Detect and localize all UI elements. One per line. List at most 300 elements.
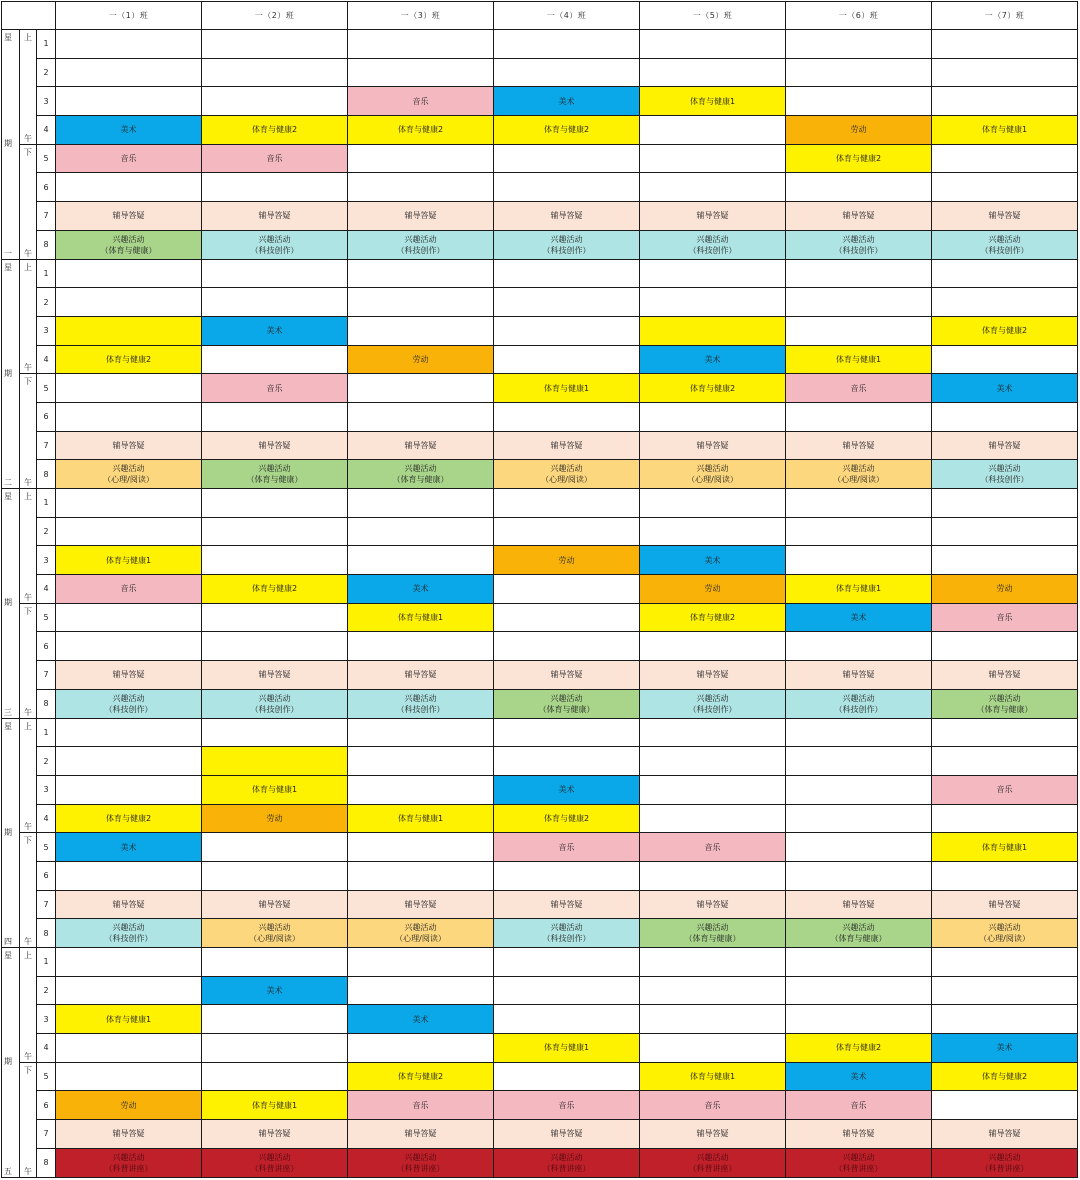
- schedule-row: [2, 890, 1078, 919]
- course-cell: [202, 173, 348, 202]
- day-label-bottom: 四: [4, 937, 12, 946]
- course-cell: [56, 1148, 202, 1177]
- course-cell: [56, 517, 202, 546]
- course-name: 兴趣活动: [988, 464, 1021, 474]
- schedule-row: [2, 689, 1078, 718]
- course-name: 劳动: [558, 555, 575, 565]
- course-cell: [348, 460, 494, 489]
- course-name: 音乐: [266, 154, 283, 164]
- course-cell: [494, 517, 640, 546]
- schedule-row: [2, 30, 1078, 59]
- header-class-4: 一（4）班: [494, 2, 640, 30]
- course-name: 辅导答疑: [404, 440, 437, 450]
- course-cell: [786, 1005, 932, 1034]
- period-number: 6: [37, 1091, 56, 1120]
- course-name: 体育与健康2: [543, 813, 590, 823]
- period-number: 4: [37, 575, 56, 604]
- course-cell: [56, 345, 202, 374]
- course-cell: [494, 489, 640, 518]
- course-cell: [202, 689, 348, 718]
- course-cell: [202, 1120, 348, 1149]
- course-cell: [494, 1091, 640, 1120]
- period-number: 7: [37, 661, 56, 690]
- morning-label-bottom: 午: [24, 1051, 32, 1061]
- period-number: 8: [37, 689, 56, 718]
- course-name: 兴趣活动: [988, 1152, 1021, 1162]
- course-cell: [56, 1005, 202, 1034]
- course-name: 体育与健康1: [105, 555, 152, 565]
- course-cell: [786, 1148, 932, 1177]
- period-number: 1: [37, 259, 56, 288]
- course-cell: [56, 976, 202, 1005]
- course-cell: [202, 30, 348, 59]
- course-subtitle: （心理/阅读）: [395, 934, 446, 944]
- course-name: 辅导答疑: [258, 440, 291, 450]
- period-number: 1: [37, 718, 56, 747]
- morning-label-bottom: 午: [24, 592, 32, 602]
- header-class-7: 一（7）班: [932, 2, 1078, 30]
- course-name: 兴趣活动: [112, 464, 145, 474]
- morning-label-top: 上: [24, 721, 32, 731]
- course-cell: [494, 259, 640, 288]
- course-cell: [640, 460, 786, 489]
- course-cell: [640, 87, 786, 116]
- course-cell: [56, 948, 202, 977]
- course-cell: [786, 1034, 932, 1063]
- course-name: 辅导答疑: [696, 440, 729, 450]
- day-label-mid: 期: [4, 1057, 12, 1066]
- morning-label: [20, 489, 37, 604]
- course-cell: [932, 689, 1078, 718]
- course-cell: [202, 259, 348, 288]
- course-cell: [786, 661, 932, 690]
- course-subtitle: （科技创作）: [834, 245, 883, 255]
- course-cell: [494, 202, 640, 231]
- schedule-row: [2, 575, 1078, 604]
- course-name: 兴趣活动: [696, 923, 729, 933]
- course-cell: [786, 144, 932, 173]
- course-cell: [202, 775, 348, 804]
- course-cell: [348, 575, 494, 604]
- course-name: 辅导答疑: [404, 1129, 437, 1139]
- course-cell: [56, 402, 202, 431]
- course-name: 体育与健康2: [105, 354, 152, 364]
- period-number: 2: [37, 747, 56, 776]
- course-name: 美术: [558, 785, 575, 795]
- course-cell: [348, 1091, 494, 1120]
- course-subtitle: （科技创作）: [688, 704, 737, 714]
- course-cell: [640, 1005, 786, 1034]
- day-label-mid: 期: [4, 139, 12, 148]
- course-cell: [348, 230, 494, 259]
- course-cell: [640, 230, 786, 259]
- course-cell: [640, 173, 786, 202]
- course-subtitle: （心理/阅读）: [979, 934, 1030, 944]
- course-cell: [494, 1034, 640, 1063]
- course-cell: [56, 30, 202, 59]
- schedule-row: [2, 1148, 1078, 1177]
- course-name: 辅导答疑: [112, 899, 145, 909]
- course-name: 兴趣活动: [112, 923, 145, 933]
- course-cell: [202, 1148, 348, 1177]
- course-cell: [932, 316, 1078, 345]
- course-name: 音乐: [412, 96, 429, 106]
- schedule-row: [2, 718, 1078, 747]
- course-name: 音乐: [120, 154, 137, 164]
- course-cell: [348, 402, 494, 431]
- course-cell: [932, 890, 1078, 919]
- course-cell: [202, 316, 348, 345]
- period-number: 3: [37, 775, 56, 804]
- course-name: 体育与健康2: [105, 813, 152, 823]
- period-number: 5: [37, 833, 56, 862]
- course-name: 美术: [266, 986, 283, 996]
- morning-label-bottom: 午: [24, 363, 32, 373]
- course-subtitle: （科技创作）: [542, 245, 591, 255]
- day-label-bottom: 三: [4, 707, 12, 717]
- schedule-row: [2, 202, 1078, 231]
- course-name: 体育与健康1: [981, 842, 1028, 852]
- course-name: 兴趣活动: [842, 923, 875, 933]
- timetable-body: [2, 30, 1078, 1178]
- course-cell: [202, 890, 348, 919]
- afternoon-label-bottom: 午: [24, 1166, 32, 1176]
- course-cell: [640, 718, 786, 747]
- course-name: 兴趣活动: [404, 923, 437, 933]
- afternoon-label-top: 下: [24, 147, 32, 157]
- course-cell: [932, 517, 1078, 546]
- course-cell: [932, 661, 1078, 690]
- course-name: 音乐: [850, 383, 867, 393]
- period-number: 6: [37, 632, 56, 661]
- schedule-row: [2, 1062, 1078, 1091]
- course-cell: [56, 431, 202, 460]
- morning-label-top: 上: [24, 33, 32, 42]
- course-cell: [202, 58, 348, 87]
- course-cell: [348, 431, 494, 460]
- schedule-row: [2, 833, 1078, 862]
- course-subtitle: （体育与健康）: [976, 704, 1033, 714]
- course-name: 辅导答疑: [988, 440, 1021, 450]
- course-cell: [348, 1005, 494, 1034]
- course-name: 辅导答疑: [988, 670, 1021, 680]
- afternoon-label: [20, 1062, 37, 1177]
- schedule-row: [2, 259, 1078, 288]
- course-name: 辅导答疑: [112, 1129, 145, 1139]
- course-cell: [932, 546, 1078, 575]
- course-cell: [202, 833, 348, 862]
- course-cell: [202, 1005, 348, 1034]
- course-cell: [494, 689, 640, 718]
- course-cell: [932, 1120, 1078, 1149]
- afternoon-label-top: 下: [24, 606, 32, 616]
- course-cell: [786, 402, 932, 431]
- course-cell: [56, 1091, 202, 1120]
- course-subtitle: （体育与健康）: [830, 934, 887, 944]
- course-name: 兴趣活动: [550, 464, 583, 474]
- course-cell: [494, 976, 640, 1005]
- afternoon-label-top: 下: [24, 1065, 32, 1075]
- course-cell: [348, 58, 494, 87]
- course-name: 体育与健康1: [397, 613, 444, 623]
- course-cell: [56, 202, 202, 231]
- course-name: 辅导答疑: [988, 899, 1021, 909]
- day-label-top: 星: [4, 721, 12, 731]
- course-name: 美术: [558, 96, 575, 106]
- course-cell: [494, 1005, 640, 1034]
- course-name: 兴趣活动: [404, 464, 437, 474]
- period-number: 1: [37, 30, 56, 59]
- course-cell: [640, 890, 786, 919]
- course-subtitle: （科普讲座）: [542, 1163, 591, 1173]
- course-name: 体育与健康1: [689, 96, 736, 106]
- course-subtitle: （科普讲座）: [396, 1163, 445, 1173]
- course-cell: [640, 775, 786, 804]
- course-cell: [348, 116, 494, 145]
- course-name: 兴趣活动: [404, 234, 437, 244]
- course-cell: [348, 718, 494, 747]
- course-subtitle: （科技创作）: [688, 245, 737, 255]
- period-number: 3: [37, 546, 56, 575]
- course-name: 劳动: [266, 813, 283, 823]
- course-name: 兴趣活动: [258, 464, 291, 474]
- course-subtitle: （科技创作）: [396, 704, 445, 714]
- period-number: 1: [37, 948, 56, 977]
- course-name: 兴趣活动: [842, 464, 875, 474]
- course-cell: [56, 861, 202, 890]
- course-cell: [202, 976, 348, 1005]
- course-cell: [932, 718, 1078, 747]
- day-label: [2, 489, 20, 719]
- course-cell: [56, 603, 202, 632]
- course-cell: [494, 316, 640, 345]
- course-cell: [786, 230, 932, 259]
- course-cell: [494, 30, 640, 59]
- course-cell: [640, 1062, 786, 1091]
- course-name: 体育与健康2: [981, 1072, 1028, 1082]
- course-name: 辅导答疑: [988, 1129, 1021, 1139]
- course-cell: [932, 87, 1078, 116]
- course-cell: [202, 661, 348, 690]
- course-cell: [640, 919, 786, 948]
- course-cell: [494, 58, 640, 87]
- course-name: 辅导答疑: [842, 211, 875, 221]
- period-number: 7: [37, 1120, 56, 1149]
- course-cell: [494, 861, 640, 890]
- schedule-row: [2, 1005, 1078, 1034]
- course-cell: [202, 804, 348, 833]
- course-name: 辅导答疑: [258, 1129, 291, 1139]
- course-cell: [494, 1062, 640, 1091]
- course-name: 体育与健康1: [105, 1014, 152, 1024]
- period-number: 5: [37, 144, 56, 173]
- course-cell: [56, 1120, 202, 1149]
- course-cell: [786, 58, 932, 87]
- course-name: 辅导答疑: [550, 440, 583, 450]
- course-cell: [932, 144, 1078, 173]
- course-cell: [202, 603, 348, 632]
- period-number: 7: [37, 202, 56, 231]
- course-cell: [348, 1120, 494, 1149]
- course-name: 兴趣活动: [404, 1152, 437, 1162]
- course-cell: [56, 489, 202, 518]
- course-subtitle: （科技创作）: [250, 704, 299, 714]
- schedule-row: [2, 402, 1078, 431]
- period-number: 6: [37, 402, 56, 431]
- course-cell: [202, 402, 348, 431]
- course-cell: [786, 718, 932, 747]
- course-cell: [932, 804, 1078, 833]
- course-cell: [932, 259, 1078, 288]
- course-cell: [932, 575, 1078, 604]
- period-number: 2: [37, 976, 56, 1005]
- course-cell: [640, 1034, 786, 1063]
- course-cell: [786, 575, 932, 604]
- course-cell: [932, 431, 1078, 460]
- schedule-row: [2, 632, 1078, 661]
- course-name: 兴趣活动: [842, 1152, 875, 1162]
- course-cell: [202, 202, 348, 231]
- course-cell: [932, 230, 1078, 259]
- morning-label-top: 上: [24, 492, 32, 501]
- course-cell: [786, 775, 932, 804]
- course-cell: [932, 775, 1078, 804]
- course-name: 辅导答疑: [842, 1129, 875, 1139]
- course-cell: [56, 58, 202, 87]
- course-name: 辅导答疑: [258, 670, 291, 680]
- course-name: 体育与健康1: [251, 1100, 298, 1110]
- period-number: 6: [37, 861, 56, 890]
- course-name: 体育与健康2: [835, 154, 882, 164]
- course-name: 兴趣活动: [550, 693, 583, 703]
- course-subtitle: （科普讲座）: [688, 1163, 737, 1173]
- day-label-top: 星: [4, 492, 12, 501]
- course-cell: [56, 116, 202, 145]
- course-cell: [202, 345, 348, 374]
- course-cell: [202, 861, 348, 890]
- course-subtitle: （科技创作）: [396, 245, 445, 255]
- course-cell: [494, 431, 640, 460]
- course-subtitle: （科普讲座）: [104, 1163, 153, 1173]
- course-cell: [348, 517, 494, 546]
- course-cell: [56, 1034, 202, 1063]
- course-name: 美术: [120, 125, 137, 135]
- course-cell: [932, 30, 1078, 59]
- day-label-bottom: 一: [4, 248, 12, 258]
- course-cell: [932, 202, 1078, 231]
- course-cell: [786, 890, 932, 919]
- course-name: 美术: [850, 1072, 867, 1082]
- course-cell: [640, 804, 786, 833]
- course-name: 体育与健康2: [397, 125, 444, 135]
- course-name: 辅导答疑: [404, 899, 437, 909]
- course-cell: [202, 546, 348, 575]
- course-cell: [348, 861, 494, 890]
- course-cell: [786, 374, 932, 403]
- course-cell: [56, 288, 202, 317]
- course-cell: [348, 833, 494, 862]
- course-cell: [786, 1120, 932, 1149]
- course-cell: [494, 374, 640, 403]
- course-subtitle: （科技创作）: [980, 475, 1029, 485]
- course-cell: [494, 546, 640, 575]
- course-name: 辅导答疑: [258, 899, 291, 909]
- header-class-5: 一（5）班: [640, 2, 786, 30]
- course-cell: [202, 1034, 348, 1063]
- course-name: 体育与健康2: [397, 1072, 444, 1082]
- course-cell: [56, 661, 202, 690]
- course-cell: [348, 489, 494, 518]
- course-cell: [348, 890, 494, 919]
- period-number: 7: [37, 431, 56, 460]
- course-name: 体育与健康2: [981, 326, 1028, 336]
- period-number: 3: [37, 1005, 56, 1034]
- course-name: 兴趣活动: [258, 234, 291, 244]
- course-name: 兴趣活动: [988, 693, 1021, 703]
- course-name: 兴趣活动: [258, 923, 291, 933]
- course-name: 兴趣活动: [258, 1152, 291, 1162]
- course-cell: [56, 890, 202, 919]
- course-cell: [640, 517, 786, 546]
- morning-label-top: 上: [24, 262, 32, 272]
- course-name: 体育与健康1: [397, 813, 444, 823]
- course-cell: [494, 1148, 640, 1177]
- course-cell: [56, 230, 202, 259]
- course-subtitle: （科普讲座）: [980, 1163, 1029, 1173]
- afternoon-label: [20, 833, 37, 948]
- course-name: 兴趣活动: [112, 1152, 145, 1162]
- course-cell: [494, 603, 640, 632]
- course-cell: [202, 116, 348, 145]
- course-cell: [494, 144, 640, 173]
- course-name: 音乐: [412, 1100, 429, 1110]
- schedule-row: [2, 804, 1078, 833]
- course-name: 体育与健康1: [543, 383, 590, 393]
- schedule-row: [2, 661, 1078, 690]
- course-name: 音乐: [558, 1100, 575, 1110]
- course-cell: [202, 747, 348, 776]
- course-subtitle: （科技创作）: [980, 245, 1029, 255]
- course-cell: [640, 431, 786, 460]
- course-cell: [786, 517, 932, 546]
- schedule-row: [2, 517, 1078, 546]
- timetable: [1, 1, 1078, 1178]
- course-name: 兴趣活动: [842, 234, 875, 244]
- course-cell: [786, 689, 932, 718]
- course-subtitle: （科技创作）: [834, 704, 883, 714]
- course-cell: [786, 861, 932, 890]
- course-cell: [348, 259, 494, 288]
- schedule-row: [2, 116, 1078, 145]
- course-cell: [932, 603, 1078, 632]
- day-label-top: 星: [4, 262, 12, 272]
- course-name: 劳动: [412, 354, 429, 364]
- course-cell: [640, 116, 786, 145]
- course-name: 兴趣活动: [404, 693, 437, 703]
- course-cell: [932, 747, 1078, 776]
- course-cell: [56, 546, 202, 575]
- course-cell: [932, 173, 1078, 202]
- course-cell: [640, 603, 786, 632]
- course-name: 体育与健康1: [543, 1043, 590, 1053]
- course-cell: [932, 58, 1078, 87]
- period-number: 5: [37, 603, 56, 632]
- course-name: 兴趣活动: [112, 234, 145, 244]
- day-label: [2, 259, 20, 489]
- course-cell: [56, 87, 202, 116]
- course-name: 辅导答疑: [112, 440, 145, 450]
- course-name: 美术: [996, 1043, 1013, 1053]
